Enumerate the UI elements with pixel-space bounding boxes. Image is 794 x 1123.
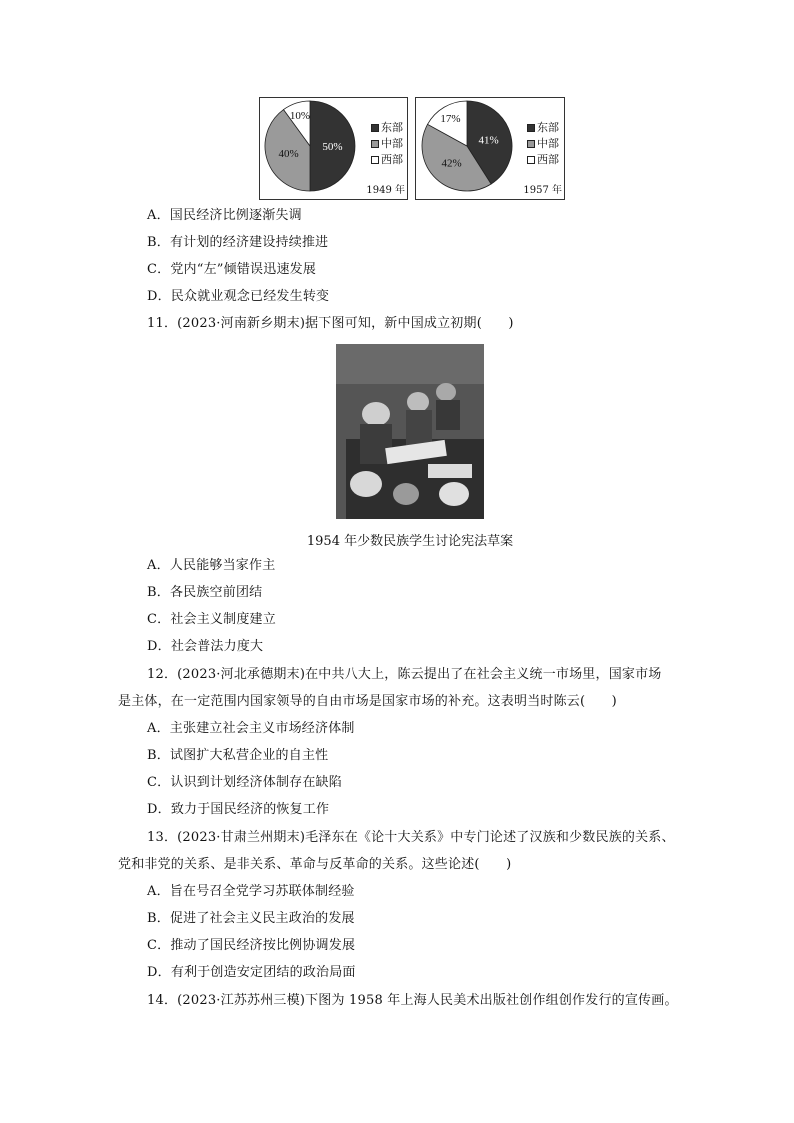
q12-option-d: D．致力于国民经济的恢复工作 <box>147 802 330 817</box>
pie-slice-label-central: 40% <box>278 147 299 160</box>
pie-slice-label-west: 10% <box>289 110 311 123</box>
swatch-east <box>527 124 535 132</box>
q13-stem-line2: 党和非党的关系、是非关系、革命与反革命的关系。这些论述( ) <box>118 857 512 872</box>
q14-stem: 14．(2023·江苏苏州三模)下图为 1958 年上海人民美术出版社创作组创作发行的宣传画。 <box>147 993 678 1008</box>
legend-label-central: 中部 <box>537 137 559 150</box>
legend-label-west: 西部 <box>537 153 559 166</box>
swatch-west <box>527 156 535 164</box>
q13-option-b: B．促进了社会主义民主政治的发展 <box>147 911 355 926</box>
q11-option-d: D．社会普法力度大 <box>147 639 264 654</box>
legend-1957 <box>527 120 559 168</box>
swatch-central <box>371 140 379 148</box>
pie-slice-label-east: 41% <box>478 134 499 147</box>
pie-chart-1957 <box>415 97 565 200</box>
swatch-central <box>527 140 535 148</box>
q12-stem-line2: 是主体，在一定范围内国家领导的自由市场是国家市场的补充。这表明当时陈云( ) <box>118 694 617 709</box>
swatch-east <box>371 124 379 132</box>
q11-option-b: B．各民族空前团结 <box>147 585 263 600</box>
legend-label-east: 东部 <box>537 121 559 134</box>
q13-option-c: C．推动了国民经济按比例协调发展 <box>147 938 356 953</box>
q13-stem-line1: 13．(2023·甘肃兰州期末)毛泽东在《论十大关系》中专门论述了汉族和少数民族的关系、 <box>147 830 675 845</box>
legend-label-west: 西部 <box>381 153 403 166</box>
q12-option-c: C．认识到计划经济体制存在缺陷 <box>147 775 342 790</box>
pie-slice-label-west: 17% <box>440 113 461 126</box>
q10-option-d: D．民众就业观念已经发生转变 <box>147 289 330 304</box>
q11-option-c: C．社会主义制度建立 <box>147 612 276 627</box>
q13-option-d: D．有利于创造安定团结的政治局面 <box>147 965 356 980</box>
pie-chart-1949 <box>259 97 408 200</box>
year-label-1957: 1957 年 <box>523 185 562 196</box>
q12-option-a: A．主张建立社会主义市场经济体制 <box>147 721 355 736</box>
swatch-west <box>371 156 379 164</box>
q11-photo-caption: 1954 年少数民族学生讨论宪法草案 <box>306 534 514 549</box>
pie-slice-label-east: 50% <box>322 141 343 153</box>
year-label-1949: 1949 年 <box>366 185 405 196</box>
q13-option-a: A．旨在号召全党学习苏联体制经验 <box>147 884 355 899</box>
q12-stem-line1: 12．(2023·河北承德期末)在中共八大上，陈云提出了在社会主义统一市场里，国家市场 <box>147 667 662 682</box>
q10-option-b: B．有计划的经济建设持续推进 <box>147 235 329 250</box>
q12-option-b: B．试图扩大私营企业的自主性 <box>147 748 329 763</box>
pie-slice-label-central: 42% <box>441 157 462 170</box>
legend-label-central: 中部 <box>381 137 403 150</box>
q11-photo <box>336 344 484 519</box>
q11-stem: 11．(2023·河南新乡期末)据下图可知，新中国成立初期( ) <box>147 316 514 331</box>
photo-students-illustration <box>336 344 484 519</box>
legend-label-east: 东部 <box>381 121 403 134</box>
legend-1949 <box>371 120 403 168</box>
q10-option-a: A．国民经济比例逐渐失调 <box>147 208 302 223</box>
q10-option-c: C．党内“左”倾错误迅速发展 <box>147 262 317 277</box>
q11-option-a: A．人民能够当家作主 <box>147 558 276 573</box>
